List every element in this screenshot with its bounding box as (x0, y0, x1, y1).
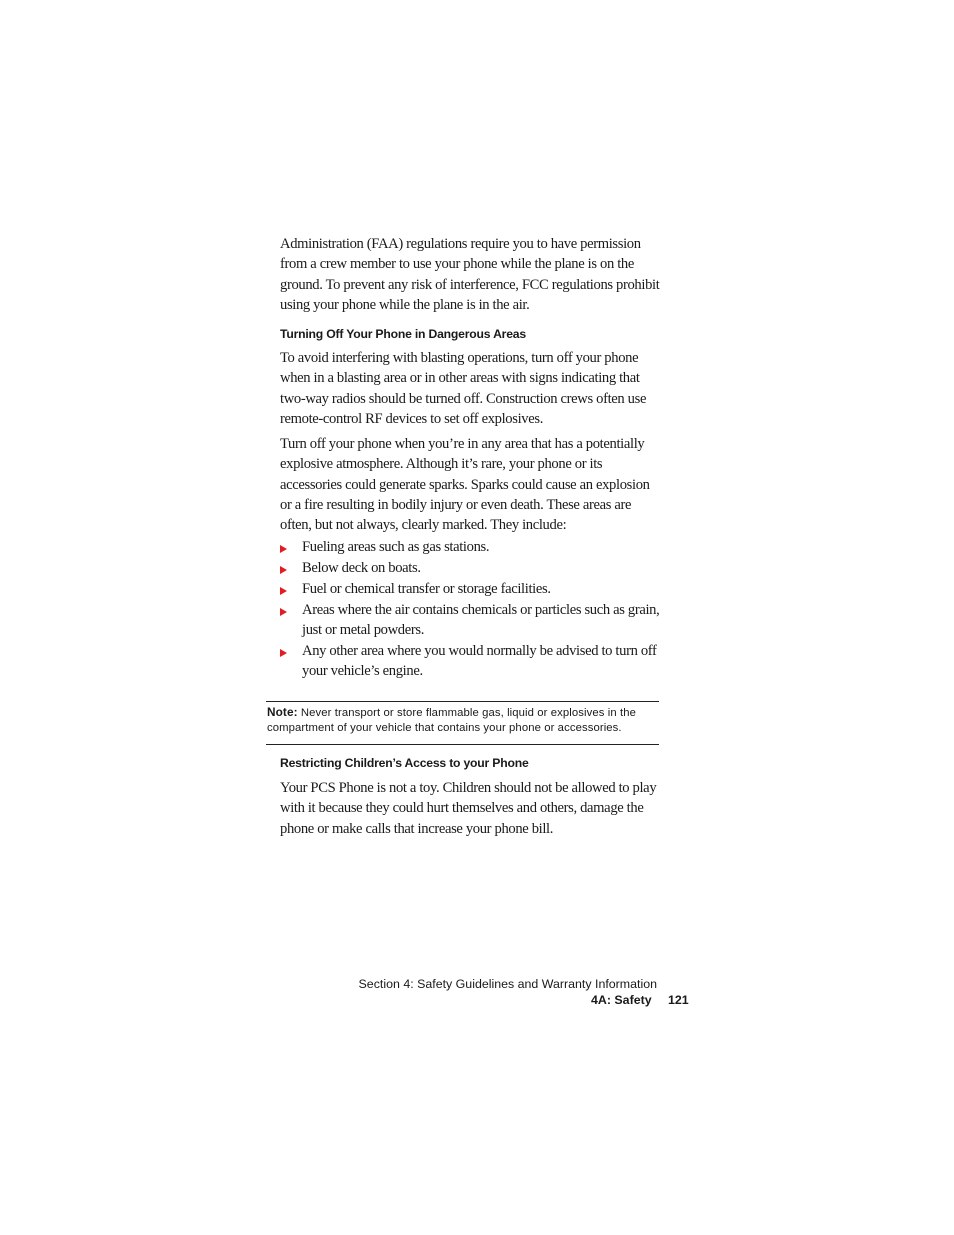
footer-section-label: 4A: Safety (591, 993, 652, 1007)
dangerous-areas-paragraph-2: Turn off your phone when you’re in any area that has a potentially explosive atmosphere. Although it’s rare, your phone or its accessories could generate sparks. Sparks could cause an explosion or a fire resulting in bodily injury or even death. These areas are often, but not always, clearly marked. They include: (280, 436, 650, 534)
red-arrow-bullet-icon (280, 587, 287, 595)
list-item (280, 641, 662, 682)
list-item-text: Fueling areas such as gas stations. (302, 539, 490, 555)
heading-children-access: Restricting Children’s Access to your Phone (280, 756, 529, 770)
note-text-block (267, 705, 659, 735)
red-arrow-bullet-icon (280, 608, 287, 616)
red-arrow-bullet-icon (280, 545, 287, 553)
hazard-list (280, 537, 670, 682)
red-arrow-bullet-icon (280, 649, 287, 657)
list-item (280, 537, 662, 557)
list-item (280, 558, 662, 578)
list-item-text: Below deck on boats. (302, 559, 421, 576)
list-item-text: Fuel or chemical transfer or storage facilities. (302, 580, 551, 597)
list-item (280, 600, 662, 641)
list-item-text: Any other area where you would normally be advised to turn off your vehicle’s engine. (302, 642, 657, 680)
intro-paragraph: Administration (FAA) regulations require you to have permission from a crew member to use your phone while the plane is on the ground. To prevent any risk of interference, FCC regulations prohibit using your phone while the plane is in the air. (280, 236, 660, 313)
children-access-paragraph: Your PCS Phone is not a toy. Children should not be allowed to play with it because they could hurt themselves and others, damage the phone or make calls that increase your phone bill. (280, 780, 657, 837)
list-item (280, 579, 662, 599)
list-item-text: Areas where the air contains chemicals or particles such as grain, just or metal powders. (302, 601, 660, 638)
note-body: Never transport or store flammable gas, liquid or explosives in the compartment of your vehicle that contains your phone or accessories. (267, 707, 636, 734)
heading-dangerous-areas: Turning Off Your Phone in Dangerous Areas (280, 327, 526, 341)
note-label: Note: (267, 705, 298, 719)
page-number: 121 (668, 993, 689, 1007)
dangerous-areas-paragraph-1: To avoid interfering with blasting operations, turn off your phone when in a blasting area or in other areas with signs indicating that two-way radios should be turned off. Construction crews often use remote-control RF devices to set off explosives. (280, 350, 647, 427)
red-arrow-bullet-icon (280, 566, 287, 574)
footer-chapter-title: Section 4: Safety Guidelines and Warranty Information (358, 977, 657, 991)
note-callout (266, 701, 659, 745)
